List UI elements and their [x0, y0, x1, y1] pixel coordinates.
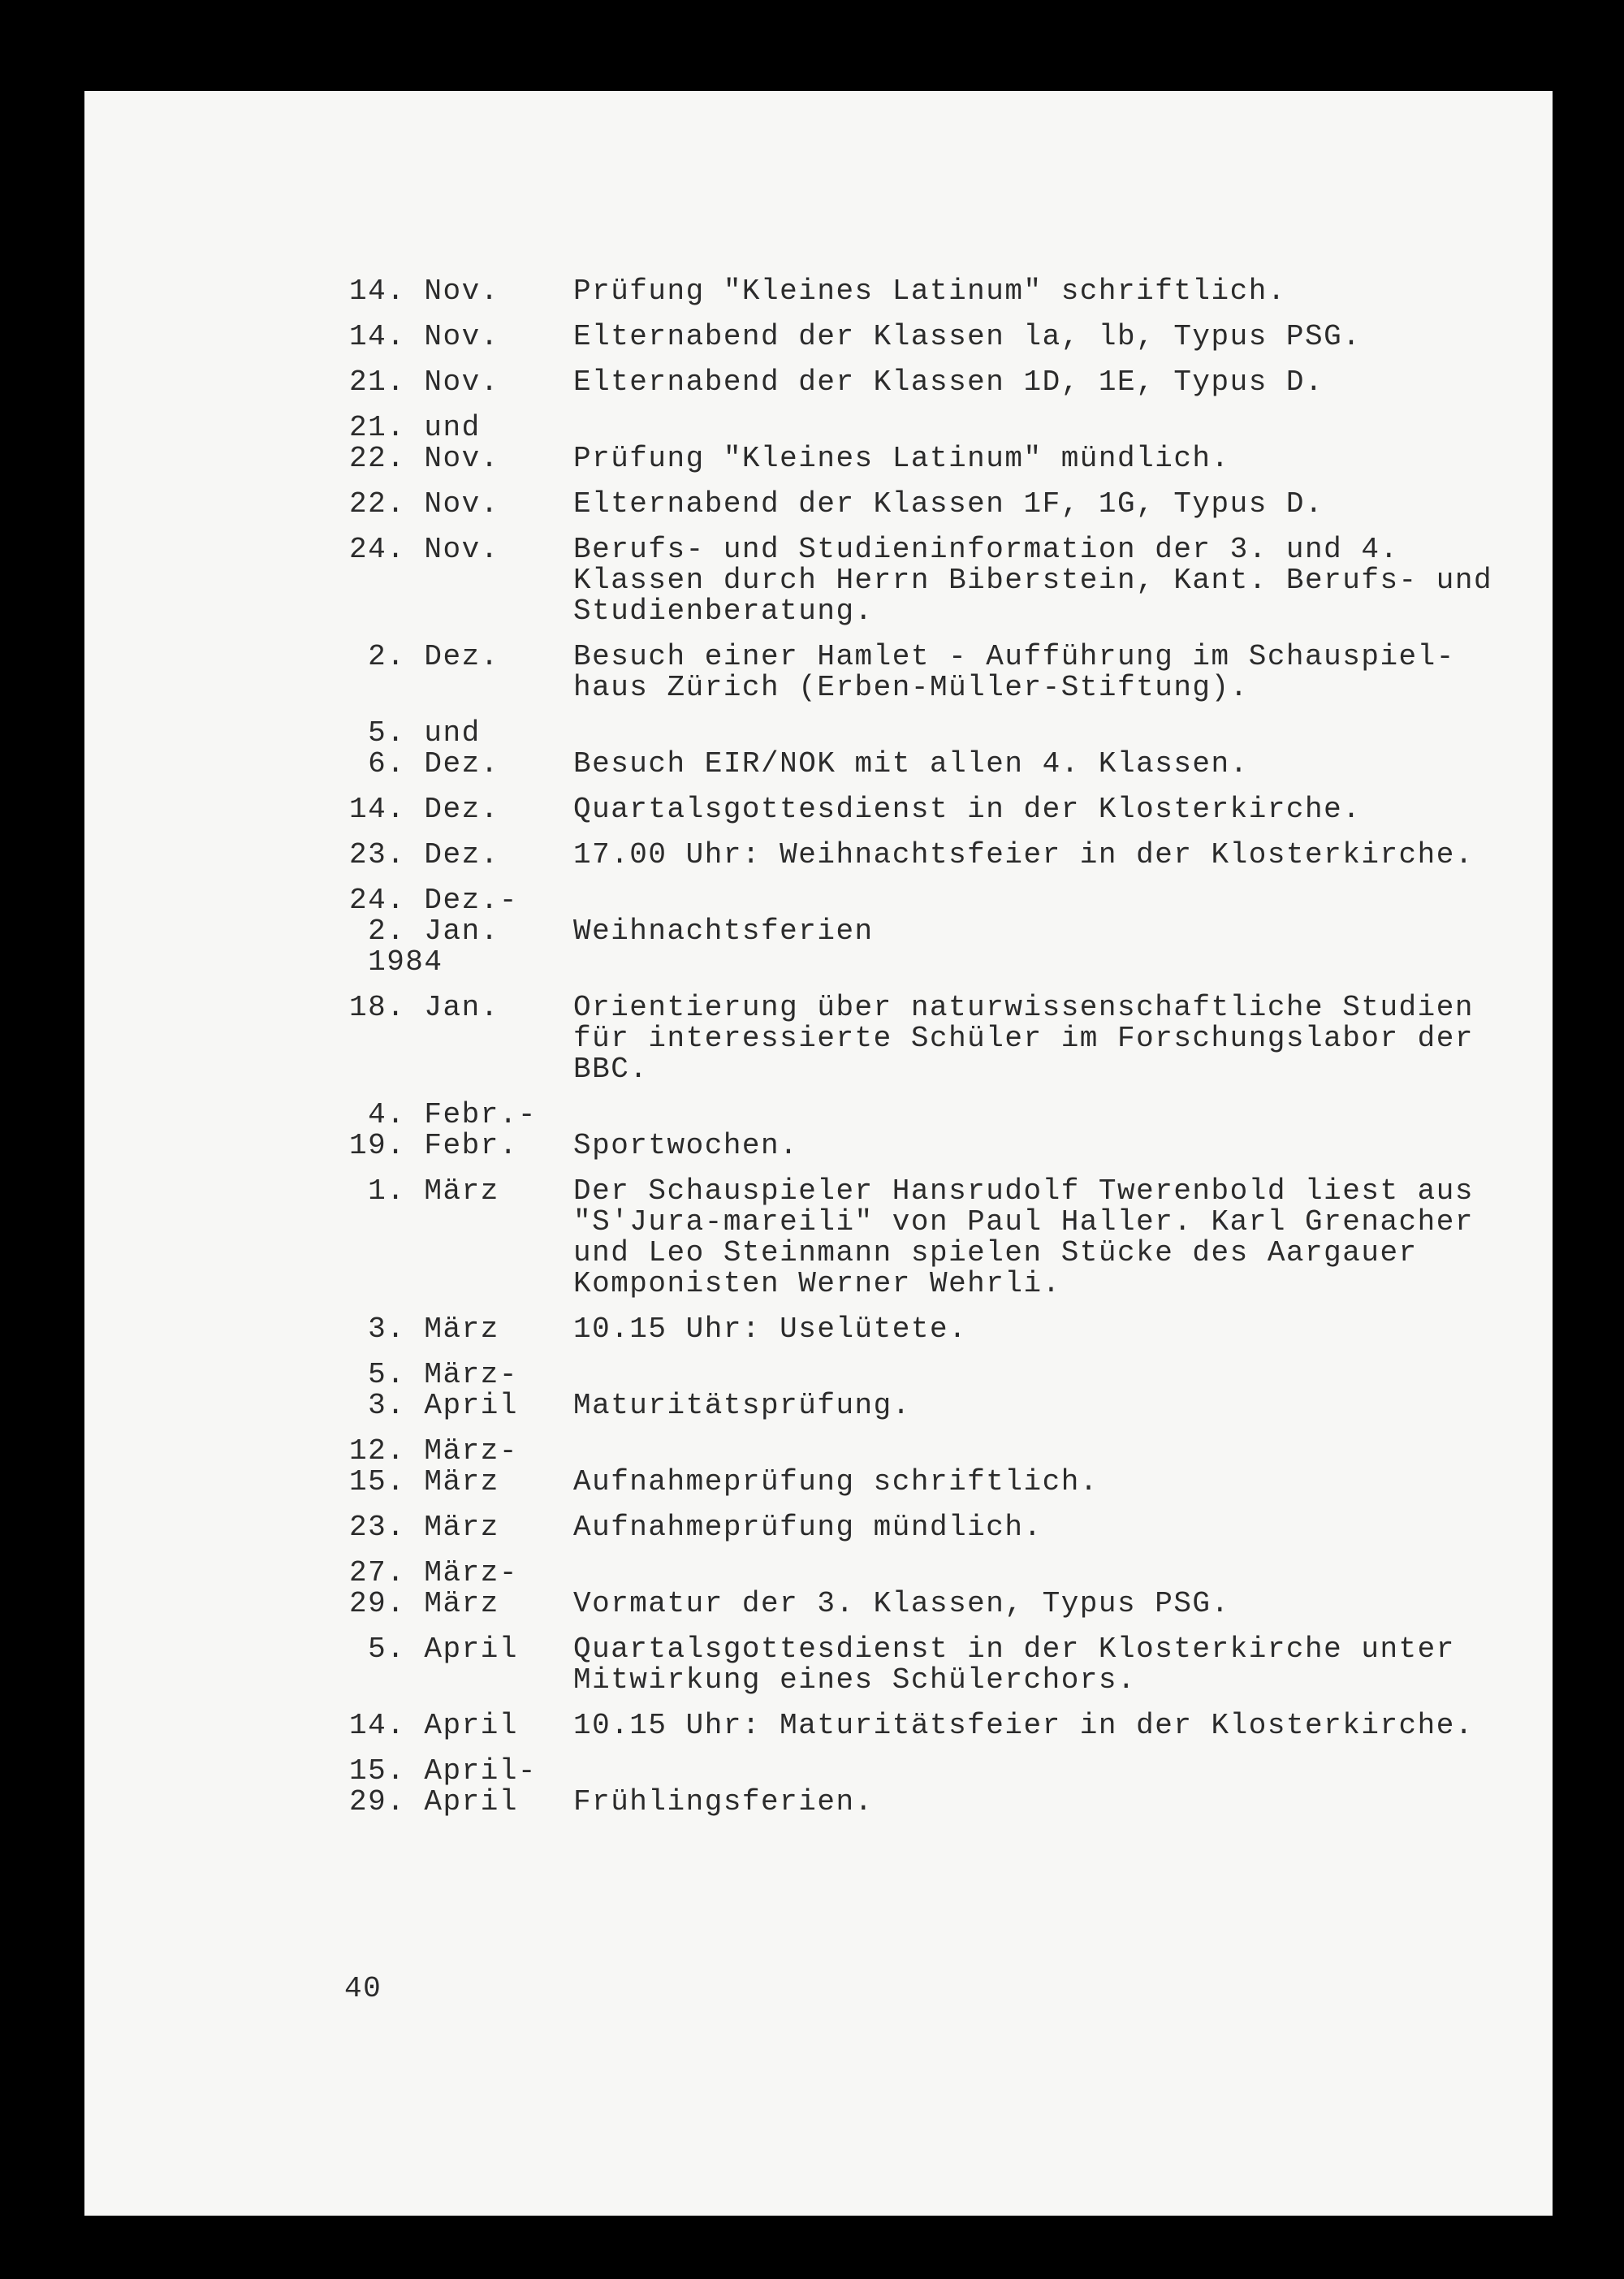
entry-description — [573, 1100, 1543, 1161]
entry-date-line: 22. Nov. — [349, 442, 499, 475]
entry-date-line: 22. Nov. — [349, 487, 499, 521]
schedule-entry — [349, 1756, 1543, 1818]
entry-description-line: Quartalsgottesdienst in der Klosterkirche unter — [573, 1632, 1455, 1666]
entry-date-line: 18. Jan. — [349, 991, 499, 1024]
entry-description-line: "S'Jura-mareili" von Paul Haller. Karl Grenacher — [573, 1205, 1474, 1239]
entry-description-line: Berufs- und Studieninformation der 3. und 4. — [573, 533, 1399, 566]
entry-description-line: Orientierung über naturwissenschaftliche Studien — [573, 991, 1474, 1024]
entry-description-line: Der Schauspieler Hansrudolf Twerenbold liest aus — [573, 1174, 1474, 1208]
entry-description-line — [573, 718, 1543, 749]
schedule-entry — [349, 489, 1543, 520]
entry-date-line: 21. und — [349, 411, 481, 444]
entry-description-line: Prüfung "Kleines Latinum" schriftlich. — [573, 275, 1286, 308]
entry-date-line: 23. Dez. — [349, 838, 499, 871]
entry-description-line: Quartalsgottesdienst in der Klosterkirche. — [573, 793, 1362, 826]
entry-date — [349, 276, 573, 307]
entry-description-line — [573, 947, 1543, 978]
entry-date-line: 5. April — [349, 1632, 518, 1666]
entry-description — [573, 1436, 1543, 1498]
schedule-entry — [349, 1436, 1543, 1498]
entry-date-line: 14. Dez. — [349, 793, 499, 826]
schedule-entry — [349, 1710, 1543, 1741]
entry-description-line: Komponisten Werner Wehrli. — [573, 1267, 1061, 1300]
schedule-entry — [349, 1314, 1543, 1345]
entry-description-line: Mitwirkung eines Schülerchors. — [573, 1663, 1137, 1697]
entry-description-line: Elternabend der Klassen la, lb, Typus PSG. — [573, 320, 1362, 353]
entry-description — [573, 1558, 1543, 1620]
entry-description-line: 17.00 Uhr: Weihnachtsfeier in der Klosterkirche. — [573, 838, 1474, 871]
entry-description — [573, 992, 1543, 1085]
entry-date-line: 14. Nov. — [349, 275, 499, 308]
entry-description-line — [573, 1756, 1543, 1787]
entry-date-line: 2. Dez. — [349, 640, 499, 673]
entry-date — [349, 794, 573, 825]
schedule-entry — [349, 885, 1543, 978]
entry-date-line: 5. März- — [349, 1358, 518, 1391]
entry-date — [349, 489, 573, 520]
entry-date — [349, 642, 573, 703]
schedule-entry — [349, 840, 1543, 871]
entry-description — [573, 1314, 1543, 1345]
page-number: 40 — [344, 1972, 382, 2005]
entry-description — [573, 1710, 1543, 1741]
entry-description-line: Aufnahmeprüfung mündlich. — [573, 1511, 1043, 1544]
schedule-entry — [349, 718, 1543, 780]
schedule-entry — [349, 1558, 1543, 1620]
entry-description-line: 10.15 Uhr: Maturitätsfeier in der Klosterkirche. — [573, 1709, 1474, 1742]
schedule-list — [349, 276, 1543, 1832]
entry-description — [573, 276, 1543, 307]
entry-description — [573, 1176, 1543, 1300]
entry-date — [349, 1634, 573, 1696]
schedule-entry — [349, 642, 1543, 703]
entry-description-line: Studienberatung. — [573, 595, 874, 628]
entry-date-line: 3. März — [349, 1312, 499, 1346]
schedule-entry — [349, 794, 1543, 825]
schedule-entry — [349, 322, 1543, 352]
entry-description-line: Sportwochen. — [573, 1129, 799, 1162]
entry-date — [349, 1436, 573, 1498]
entry-date-line: 15. März — [349, 1465, 499, 1498]
entry-description — [573, 642, 1543, 703]
entry-description-line: für interessierte Schüler im Forschungslabor der — [573, 1022, 1474, 1055]
entry-description-line — [573, 1360, 1543, 1390]
entry-date — [349, 718, 573, 780]
entry-date — [349, 885, 573, 978]
entry-description-line: Vormatur der 3. Klassen, Typus PSG. — [573, 1587, 1230, 1620]
schedule-entry — [349, 992, 1543, 1085]
entry-description — [573, 1512, 1543, 1543]
entry-description-line: Maturitätsprüfung. — [573, 1389, 911, 1422]
entry-description — [573, 322, 1543, 352]
schedule-entry — [349, 1176, 1543, 1300]
schedule-entry — [349, 276, 1543, 307]
entry-date-line: 14. April — [349, 1709, 518, 1742]
entry-description — [573, 534, 1543, 627]
entry-date-line: 12. März- — [349, 1434, 518, 1468]
entry-date-line: 4. Febr.- — [349, 1098, 538, 1131]
entry-date — [349, 1176, 573, 1300]
entry-description — [573, 840, 1543, 871]
entry-date-line: 3. April — [349, 1389, 518, 1422]
entry-description-line: 10.15 Uhr: Uselütete. — [573, 1312, 968, 1346]
entry-date — [349, 367, 573, 398]
entry-date-line: 6. Dez. — [349, 747, 499, 781]
document-page — [84, 91, 1553, 2216]
entry-date — [349, 840, 573, 871]
entry-date-line: 23. März — [349, 1511, 499, 1544]
schedule-entry — [349, 1360, 1543, 1421]
entry-description-line: BBC. — [573, 1053, 649, 1086]
entry-description-line: und Leo Steinmann spielen Stücke des Aargauer — [573, 1236, 1418, 1269]
entry-date — [349, 992, 573, 1085]
entry-date-line: 21. Nov. — [349, 365, 499, 399]
entry-date-line: 14. Nov. — [349, 320, 499, 353]
entry-description-line: Elternabend der Klassen 1D, 1E, Typus D. — [573, 365, 1324, 399]
entry-description-line: Prüfung "Kleines Latinum" mündlich. — [573, 442, 1230, 475]
entry-description — [573, 1634, 1543, 1696]
entry-description — [573, 367, 1543, 398]
entry-description — [573, 885, 1543, 978]
entry-date-line: 1. März — [349, 1174, 499, 1208]
entry-date — [349, 1314, 573, 1345]
entry-date-line: 29. April — [349, 1785, 518, 1818]
entry-description — [573, 794, 1543, 825]
entry-description-line: Besuch EIR/NOK mit allen 4. Klassen. — [573, 747, 1249, 781]
entry-description-line: Aufnahmeprüfung schriftlich. — [573, 1465, 1099, 1498]
entry-description — [573, 1756, 1543, 1818]
entry-description-line — [573, 885, 1543, 916]
schedule-entry — [349, 367, 1543, 398]
entry-description-line: Elternabend der Klassen 1F, 1G, Typus D. — [573, 487, 1324, 521]
entry-description-line — [573, 1436, 1543, 1467]
entry-description-line: Weihnachtsferien — [573, 915, 874, 948]
entry-date — [349, 413, 573, 474]
entry-date-line: 29. März — [349, 1587, 499, 1620]
entry-date — [349, 1360, 573, 1421]
entry-date-line: 27. März- — [349, 1556, 518, 1589]
entry-date — [349, 1100, 573, 1161]
entry-date-line: 5. und — [349, 716, 481, 750]
entry-date — [349, 1512, 573, 1543]
entry-description-line: Klassen durch Herrn Biberstein, Kant. Berufs- und — [573, 564, 1493, 597]
entry-description-line — [573, 1100, 1543, 1131]
entry-description-line — [573, 413, 1543, 443]
schedule-entry — [349, 1100, 1543, 1161]
entry-date — [349, 1558, 573, 1620]
entry-description — [573, 413, 1543, 474]
entry-description — [573, 718, 1543, 780]
entry-date-line: 15. April- — [349, 1754, 538, 1788]
entry-date-line: 2. Jan. — [349, 915, 499, 948]
entry-description — [573, 489, 1543, 520]
entry-date — [349, 322, 573, 352]
schedule-entry — [349, 413, 1543, 474]
entry-description-line — [573, 1558, 1543, 1589]
entry-date-line: 24. Dez.- — [349, 884, 518, 917]
entry-date — [349, 1756, 573, 1818]
entry-date — [349, 534, 573, 627]
entry-description-line: Frühlingsferien. — [573, 1785, 874, 1818]
entry-date-line: 24. Nov. — [349, 533, 499, 566]
entry-date-line: 19. Febr. — [349, 1129, 518, 1162]
schedule-entry — [349, 1634, 1543, 1696]
entry-description — [573, 1360, 1543, 1421]
entry-date-line: 1984 — [349, 945, 443, 979]
entry-description-line: Besuch einer Hamlet - Aufführung im Schauspiel- — [573, 640, 1455, 673]
schedule-entry — [349, 1512, 1543, 1543]
entry-date — [349, 1710, 573, 1741]
schedule-entry — [349, 534, 1543, 627]
entry-description-line: haus Zürich (Erben-Müller-Stiftung). — [573, 671, 1249, 704]
